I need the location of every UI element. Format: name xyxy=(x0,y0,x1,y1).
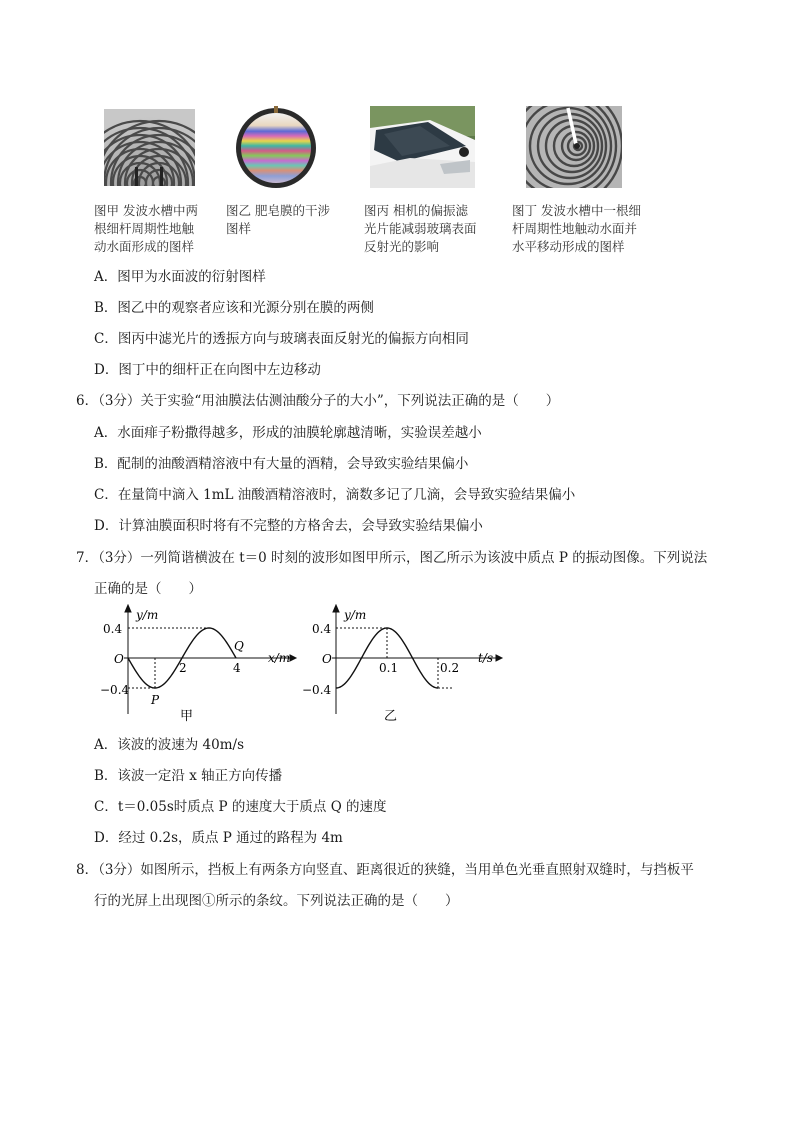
caption-line: 水平移动形成的图样 xyxy=(512,239,625,254)
q8-stem-line2: 行的光屏上出现图①所示的条纹。下列说法正确的是（ ） xyxy=(94,893,459,909)
double-source-interference-image xyxy=(104,109,195,186)
q8-stem-line1: 8．（3分）如图所示，挡板上有两条方向竖直、距离很近的狭缝，当用单色光垂直照射双缝时，与挡板平 xyxy=(76,862,694,878)
jia-xtick-2: 2 xyxy=(179,661,187,675)
caption-line: 杆周期性地触动水面并 xyxy=(512,221,638,236)
q7-option-b: B．该波一定沿 x 轴正方向传播 xyxy=(94,768,283,784)
wave-graph-jia xyxy=(100,604,300,724)
yi-x-arrow xyxy=(496,655,502,661)
figure-caption-ding xyxy=(512,202,641,256)
jia-point-q: Q xyxy=(234,639,244,653)
q6-stem: 6．（3分）关于实验“用油膜法估测油酸分子的大小”，下列说法正确的是（ ） xyxy=(76,393,560,409)
q5-option-c: C．图丙中滤光片的透振方向与玻璃表面反射光的偏振方向相同 xyxy=(94,331,469,347)
q6-option-c: C．在量筒中滴入 1mL 油酸酒精溶液时，滴数多记了几滴，会导致实验结果偏小 xyxy=(94,487,576,503)
caption-line: 图丁 发波水槽中一根细 xyxy=(512,203,641,218)
caption-line: 动水面形成的图样 xyxy=(94,239,195,254)
yi-origin: O xyxy=(322,652,332,666)
jia-ytick-top: 0.4 xyxy=(103,622,123,636)
jia-point-p: P xyxy=(151,693,160,707)
q6-option-d: D．计算油膜面积时将有不完整的方格舍去，会导致实验结果偏小 xyxy=(94,518,483,534)
caption-line: 图乙 肥皂膜的干涉 xyxy=(226,203,330,218)
caption-line: 反射光的影响 xyxy=(364,239,440,254)
jia-x-arrow xyxy=(290,655,296,661)
yi-ytick-bottom: −0.4 xyxy=(302,683,332,697)
q5-option-d: D．图丁中的细杆正在向图中左边移动 xyxy=(94,362,321,378)
caption-line: 图样 xyxy=(226,221,252,236)
jia-origin: O xyxy=(114,652,124,666)
caption-line: 图丙 相机的偏振滤 xyxy=(364,203,468,218)
doppler-wave-pattern-image xyxy=(526,106,622,188)
yi-y-arrow xyxy=(333,605,339,612)
yi-ytick-top: 0.4 xyxy=(312,622,332,636)
caption-line: 根细杆周期性地触 xyxy=(94,221,195,236)
yi-xtick-2: 0.2 xyxy=(440,661,460,675)
soap-film-interference-image xyxy=(233,106,319,190)
jia-ylabel: y/m xyxy=(136,608,159,622)
yi-caption: 乙 xyxy=(384,709,398,724)
jia-y-arrow xyxy=(125,605,131,612)
yi-xtick-1: 0.1 xyxy=(379,661,399,675)
q7-option-d: D．经过 0.2s，质点 P 通过的路程为 4m xyxy=(94,830,343,846)
q7-option-c: C．t＝0.05s时质点 P 的速度大于质点 Q 的速度 xyxy=(94,799,387,815)
figure-caption-yi xyxy=(226,202,330,238)
q7-option-a: A．该波的波速为 40m/s xyxy=(94,737,244,753)
yi-xlabel: t/s xyxy=(478,651,494,665)
q7-stem-line2: 正确的是（ ） xyxy=(94,581,202,597)
vibration-graph-yi xyxy=(300,604,510,724)
figure-caption-jia xyxy=(94,202,198,256)
jia-xlabel: x/m xyxy=(268,651,291,665)
caption-line: 光片能减弱玻璃表面 xyxy=(364,221,477,236)
q7-stem-line1: 7．（3分）一列简谐横波在 t＝0 时刻的波形如图甲所示，图乙所示为该波中质点 P 的振动图像。下列说法 xyxy=(76,550,708,566)
jia-xtick-4: 4 xyxy=(233,661,241,675)
q5-option-b: B．图乙中的观察者应该和光源分别在膜的两侧 xyxy=(94,300,374,316)
yi-ylabel: y/m xyxy=(344,608,367,622)
jia-ytick-bottom: −0.4 xyxy=(100,683,130,697)
jia-caption: 甲 xyxy=(180,709,194,724)
q5-option-a: A．图甲为水面波的衍射图样 xyxy=(94,269,266,285)
q6-option-b: B．配制的油酸酒精溶液中有大量的酒精，会导致实验结果偏小 xyxy=(94,456,469,472)
figure-caption-bing xyxy=(364,202,477,256)
caption-line: 图甲 发波水槽中两 xyxy=(94,203,198,218)
car-windshield-photo xyxy=(370,106,475,188)
q6-option-a: A．水面痱子粉撒得越多，形成的油膜轮廓越清晰，实验误差越小 xyxy=(94,425,482,441)
